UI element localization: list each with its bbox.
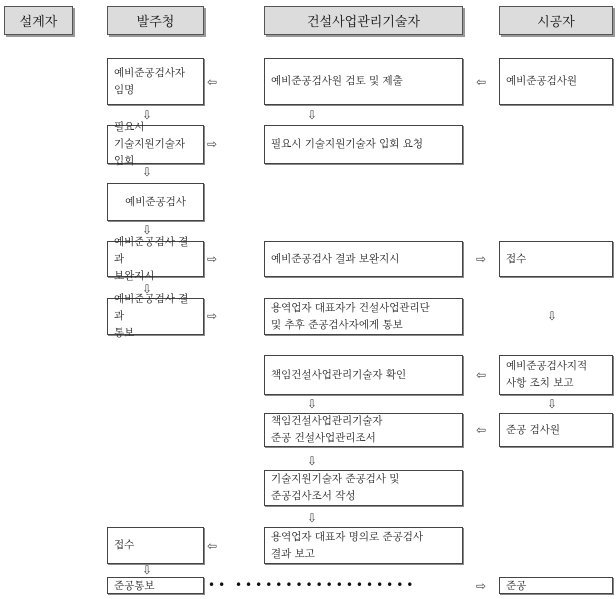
box-pre-inspection-request: 예비준공검사원	[499, 58, 613, 105]
box-completion: 준공	[499, 577, 613, 594]
box-pre-inspection: 예비준공검사	[107, 183, 204, 221]
box-review-submit: 예비준공검사원 검토 및 제출	[264, 58, 463, 105]
arrow-down-icon: ⇩	[307, 511, 318, 525]
box-tech-support-attend: 필요시 기술지원기술자 입회	[107, 125, 204, 164]
box-completion-report: 책임건설사업관리기술자 준공 건설사업관리조서	[264, 413, 463, 447]
arrow-down-icon: ⇩	[307, 397, 318, 411]
box-receipt: 접수	[499, 241, 613, 277]
box-result-fix-order-relay: 예비준공검사 결과 보완지시	[264, 241, 463, 277]
box-result-notice: 예비준공검사 결과 통보	[107, 298, 204, 335]
arrow-left-icon: ⇦	[207, 539, 218, 553]
arrow-left-icon: ⇦	[207, 75, 218, 89]
arrow-right-icon: ⇨	[207, 252, 218, 266]
arrow-down-icon: ⇩	[142, 108, 153, 122]
header-designer: 설계자	[4, 6, 73, 35]
arrow-right-icon: ⇨	[207, 137, 218, 151]
arrow-down-icon: ⇩	[142, 563, 153, 577]
arrow-left-icon: ⇦	[476, 368, 487, 382]
arrow-down-icon: ⇩	[142, 282, 153, 296]
box-completion-request: 준공 검사원	[499, 413, 613, 447]
arrow-down-icon: ⇩	[142, 165, 153, 179]
arrow-right-icon: ⇨	[207, 309, 218, 323]
header-contractor: 시공자	[499, 6, 613, 35]
box-result-report: 용역업자 대표자 명의로 준공검사 결과 보고	[264, 527, 463, 564]
arrow-left-icon: ⇦	[476, 75, 487, 89]
arrow-down-icon: ⇩	[547, 309, 558, 323]
box-tech-support-request: 필요시 기술지원기술자 입회 요청	[264, 125, 463, 164]
box-contractor-rep-notice: 용역업자 대표자가 건설사업관리단 및 추후 준공검사자에게 통보	[264, 298, 463, 335]
arrow-down-icon: ⇩	[547, 397, 558, 411]
arrow-down-icon: ⇩	[307, 454, 318, 468]
arrow-down-icon: ⇩	[307, 108, 318, 122]
arrow-left-icon: ⇦	[476, 423, 487, 437]
arrow-right-icon: ⇨	[476, 579, 487, 593]
dotted-connector: •• ••••••••••••••••••	[208, 578, 417, 592]
box-chief-confirm: 책임건설사업관리기술자 확인	[264, 355, 463, 395]
box-completion-inspection: 기술지원기술자 준공검사 및 준공검사조서 작성	[264, 470, 463, 506]
box-corrective-action-report: 예비준공검사지적 사항 조치 보고	[499, 355, 613, 395]
box-appoint-inspector: 예비준공검사자 임명	[107, 58, 204, 105]
arrow-down-icon: ⇩	[142, 223, 153, 237]
header-client: 발주청	[107, 6, 204, 35]
box-result-fix-order: 예비준공검사 결과 보완지시	[107, 241, 204, 277]
arrow-right-icon: ⇨	[476, 252, 487, 266]
box-receipt-client: 접수	[107, 527, 204, 564]
box-completion-notice: 준공통보	[107, 577, 204, 594]
header-supervisor: 건설사업관리기술자	[264, 6, 463, 35]
